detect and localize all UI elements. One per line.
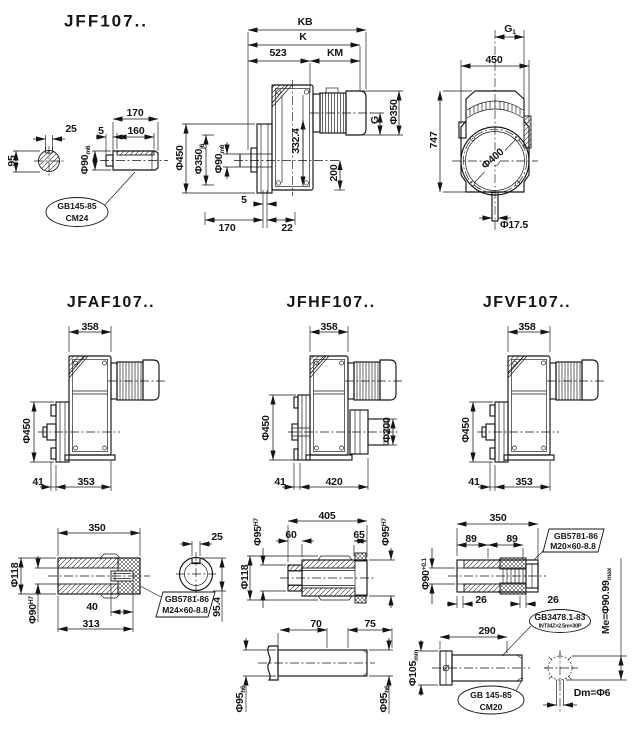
- dim-353-vf: 353: [515, 475, 533, 488]
- dim-5-main: 5: [241, 193, 247, 206]
- dim-kb: KB: [297, 15, 313, 28]
- dim-41-vf: 41: [468, 475, 480, 488]
- view-jfaf: [30, 326, 166, 491]
- dim-phi90-plus: $\Phi 90^{+0.1}$: [419, 558, 432, 590]
- dim-phi95-h7-left: $\Phi 95^{H7}$: [251, 518, 264, 546]
- dim-phi95-h7-right: $\Phi 95^{H7}$: [379, 518, 392, 546]
- dim-phi450-main: Φ450: [173, 145, 186, 171]
- dim-405-h: 405: [318, 509, 336, 522]
- dim-353-af: 353: [77, 475, 95, 488]
- dim-phi450-hf: Φ450: [259, 415, 272, 441]
- dim-350-a: 350: [88, 521, 106, 534]
- balloon-gb5781-a-line1: GB5781-86: [165, 593, 209, 604]
- dim-450: 450: [485, 53, 503, 66]
- dim-89-right: 89: [506, 532, 518, 545]
- dim-523: 523: [269, 46, 287, 59]
- dim-313-a: 313: [82, 617, 100, 630]
- dim-70-h: 70: [310, 617, 322, 630]
- dim-phi400: Φ400: [479, 145, 507, 172]
- dim-g1: $G_1$: [504, 22, 516, 36]
- dim-phi350-j6: $\Phi 350_{j6}$: [192, 143, 206, 175]
- view-jfvf: [469, 326, 605, 491]
- dim-dm-phi6: Dm=Φ6: [573, 686, 611, 699]
- title-jfhf107: JFHF107..: [286, 294, 376, 311]
- title-jfvf107: JFVF107..: [482, 294, 572, 311]
- balloon-gb3478-line1: GB3478.1-83: [534, 611, 586, 622]
- dim-phi90-m6-main: $\Phi 90_{m6}$: [212, 144, 226, 174]
- balloon-gb145-line1: GB145-85: [57, 200, 97, 211]
- dim-phi118-h: Φ118: [238, 564, 251, 590]
- dim-358-af: 358: [81, 320, 99, 333]
- dim-420-hf: 420: [325, 475, 343, 488]
- dim-350-v: 350: [489, 511, 507, 524]
- balloon-gb145-cm20-line1: GB 145-85: [470, 689, 512, 700]
- balloon-gb5781-v-line1: GB5781-86: [554, 530, 598, 541]
- balloon-gb3478-line2: INT34Z×2.5m×30P: [538, 623, 582, 630]
- dim-k: K: [299, 30, 307, 43]
- view-jfhf: [269, 326, 403, 490]
- balloon-gb145-line2: CM24: [65, 212, 89, 223]
- dim-phi95-h6-right: $\Phi 95_{h6}$: [377, 685, 391, 713]
- balloon-gb145-cm20-line2: CM20: [479, 701, 503, 712]
- balloon-gb5781-v-line2: M20×60-8.8: [550, 540, 596, 551]
- dim-phi118-a: Φ118: [8, 562, 21, 588]
- detail-jfaf-shaft: [18, 528, 226, 632]
- dim-95-4-a: 95.4: [210, 597, 223, 617]
- title-jfaf107: JFAF107..: [66, 294, 156, 311]
- dim-phi17-5: Φ17.5: [499, 218, 529, 231]
- dim-phi90-m6: $\Phi 90_{m6}$: [78, 145, 92, 175]
- dim-phi200-hf: Φ200: [380, 417, 393, 443]
- dim-km: KM: [327, 46, 343, 59]
- dim-22: 22: [281, 221, 293, 234]
- dim-g: G: [368, 116, 381, 124]
- dim-41-af: 41: [32, 475, 44, 488]
- dim-phi350-motor: Φ350: [387, 99, 400, 125]
- dim-89-left: 89: [465, 532, 477, 545]
- dim-25: 25: [65, 122, 77, 135]
- dim-25-a: 25: [211, 530, 223, 543]
- dim-40-a: 40: [86, 600, 98, 613]
- dim-60-h: 60: [285, 528, 297, 541]
- dim-phi95-h6-left: $\Phi 95_{h6}$: [233, 685, 247, 713]
- dim-170-main: 170: [218, 221, 236, 234]
- dim-phi450-af: Φ450: [20, 418, 33, 444]
- dim-phi105-min: $\Phi 105_{min}$: [406, 649, 420, 687]
- dim-170: 170: [126, 106, 144, 119]
- dim-200: 200: [327, 164, 340, 182]
- dim-phi450-vf: Φ450: [459, 417, 472, 443]
- balloon-gb5781-a-line2: M24×60-8.8: [162, 604, 208, 615]
- dim-95: 95: [5, 155, 18, 167]
- dim-41-hf: 41: [274, 475, 286, 488]
- dim-358-hf: 358: [320, 320, 338, 333]
- detail-jfvf-shaft: [418, 524, 627, 714]
- dim-332-4: 332.4: [289, 128, 302, 154]
- dim-5: 5: [98, 124, 104, 137]
- dim-26-right: 26: [547, 593, 559, 606]
- dim-26-left: 26: [475, 593, 487, 606]
- dim-358-vf: 358: [518, 320, 536, 333]
- dim-phi90-h7-a: $\Phi 90^{H7}$: [26, 596, 39, 624]
- dim-160: 160: [127, 124, 145, 137]
- title-jff107: JFF107..: [63, 11, 149, 31]
- dim-65-h: 65: [353, 528, 365, 541]
- dim-me-phi90-99: $Me=\Phi 90.99_{max}$: [599, 567, 613, 635]
- dim-747: 747: [427, 131, 440, 149]
- dim-290-v: 290: [478, 624, 496, 637]
- dim-75-h: 75: [364, 617, 376, 630]
